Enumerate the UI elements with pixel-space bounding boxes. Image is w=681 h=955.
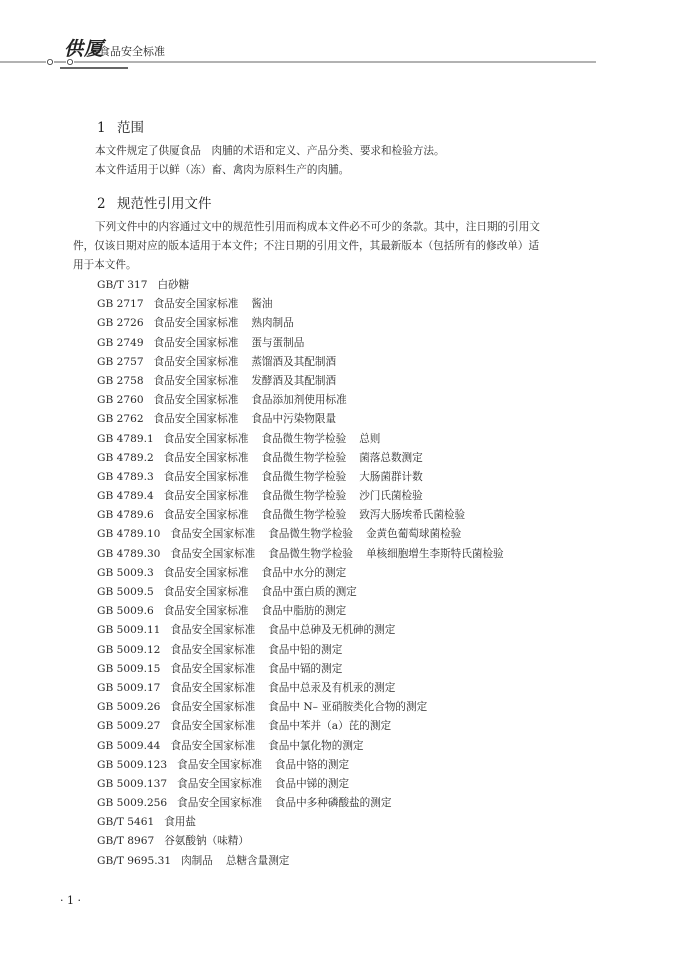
reference-title-part: 食品安全国家标准 — [153, 336, 239, 349]
reference-title-part: 食品安全国家标准 — [153, 355, 239, 368]
paragraph-line: 本文件规定了供厦食品 肉脯的术语和定义、产品分类、要求和检验方法。 — [95, 145, 445, 157]
reference-title-part: 总则 — [359, 432, 381, 445]
reference-code: GB 5009.11 — [97, 624, 161, 637]
reference-title-part: 沙门氏菌检验 — [359, 490, 423, 503]
reference-title-part: 食品安全国家标准 — [170, 547, 256, 560]
reference-code: GB 4789.3 — [97, 470, 154, 483]
reference-item — [97, 372, 517, 391]
reference-title-part: 食品安全国家标准 — [170, 662, 256, 675]
reference-title-part: 食品安全国家标准 — [170, 643, 256, 656]
reference-title-part: 食品中多种磷酸盐的测定 — [274, 797, 392, 810]
section-number: 1 — [97, 120, 106, 136]
paragraph-line: 下列文件中的内容通过文中的规范性引用而构成本文件必不可少的条款。其中，注日期的引用文 — [95, 221, 540, 233]
reference-item — [97, 583, 517, 602]
reference-title-part: 食品安全国家标准 — [177, 758, 262, 771]
reference-item — [97, 564, 517, 583]
reference-item — [97, 525, 517, 544]
reference-item — [97, 295, 517, 314]
header-subtitle: 食品安全标准 — [99, 45, 165, 58]
reference-code: GB 5009.44 — [97, 739, 161, 752]
reference-list — [97, 276, 517, 871]
section-heading-scope — [97, 116, 144, 136]
reference-code: GB 2762 — [97, 413, 144, 426]
reference-code: GB 2757 — [97, 355, 144, 368]
reference-title-part: 食品中锑的测定 — [274, 777, 350, 790]
reference-item — [97, 641, 517, 660]
reference-code: GB 4789.4 — [97, 490, 154, 503]
reference-title-part: 食品中脂肪的测定 — [261, 605, 347, 618]
paragraph-line: 本文件适用于以鲜（冻）畜、禽肉为原料生产的肉脯。 — [95, 164, 350, 176]
section-title: 规范性引用文件 — [117, 196, 212, 212]
reference-title-part: 蛋与蛋制品 — [251, 336, 305, 349]
reference-title-part: 熟肉制品 — [251, 317, 294, 330]
reference-item — [97, 276, 517, 295]
reference-title-part: 食品安全国家标准 — [170, 528, 256, 541]
reference-title-part: 食品安全国家标准 — [177, 797, 262, 810]
reference-title-part: 食品安全国家标准 — [163, 566, 249, 579]
reference-title-part: 食品安全国家标准 — [153, 394, 239, 407]
reference-code: GB 5009.3 — [97, 566, 154, 579]
reference-title-part: 食品中氯化物的测定 — [268, 739, 364, 752]
reference-code: GB 2726 — [97, 317, 144, 330]
reference-title-part: 食品微生物学检验 — [261, 451, 347, 464]
reference-title-part: 食品微生物学检验 — [261, 490, 347, 503]
section-heading-references — [97, 192, 212, 212]
reference-title-part: 金黄色葡萄球菌检验 — [365, 528, 462, 541]
reference-item — [97, 621, 517, 640]
reference-title-part: 食品微生物学检验 — [261, 432, 347, 445]
reference-title-part: 食品安全国家标准 — [163, 586, 249, 598]
reference-title-part: 白砂糖 — [157, 279, 190, 291]
reference-item — [97, 449, 517, 468]
reference-title-part: 谷氨酸钠（味精） — [164, 835, 249, 848]
paragraph-line: 件，仅该日期对应的版本适用于本文件；不注日期的引用文件，其最新版本（包括所有的修改单）适 — [73, 240, 540, 252]
reference-item — [97, 679, 517, 698]
page-header — [0, 0, 681, 80]
reference-item — [97, 737, 517, 756]
reference-code: GB 4789.2 — [97, 451, 154, 464]
reference-title-part: 食品中苯并（a）芘的测定 — [268, 720, 392, 733]
page-number: · 1 · — [60, 894, 81, 907]
reference-title-part: 致泻大肠埃希氏菌检验 — [359, 509, 466, 522]
reference-title-part: 食品中污染物限量 — [251, 413, 337, 426]
header-decoration — [0, 55, 681, 75]
reference-code: GB 5009.15 — [97, 662, 161, 675]
reference-title-part: 食品安全国家标准 — [163, 605, 249, 618]
reference-title-part: 食品安全国家标准 — [163, 490, 249, 503]
reference-title-part: 食品安全国家标准 — [170, 624, 256, 637]
reference-title-part: 食品安全国家标准 — [163, 432, 249, 445]
reference-title-part: 食品安全国家标准 — [153, 413, 239, 426]
reference-title-part: 酱油 — [251, 298, 273, 311]
reference-item — [97, 602, 517, 621]
reference-code: GB 5009.5 — [97, 586, 154, 598]
reference-code: GB/T 9695.31 — [97, 854, 172, 867]
reference-code: GB 4789.10 — [97, 528, 161, 541]
reference-item — [97, 430, 517, 449]
reference-item — [97, 410, 517, 429]
reference-code: GB 5009.17 — [97, 681, 161, 694]
reference-title-part: 食品安全国家标准 — [177, 777, 262, 790]
reference-code: GB 5009.27 — [97, 720, 161, 733]
reference-title-part: 食品安全国家标准 — [153, 298, 239, 311]
reference-title-part: 食品安全国家标准 — [163, 470, 249, 483]
reference-code: GB 4789.6 — [97, 509, 154, 522]
reference-code: GB 2760 — [97, 394, 144, 407]
reference-title-part: 发酵酒及其配制酒 — [251, 374, 337, 387]
reference-title-part: 食品中水分的测定 — [261, 566, 347, 579]
reference-title-part: 食品安全国家标准 — [170, 720, 256, 733]
reference-item — [97, 506, 517, 525]
reference-title-part: 食品安全国家标准 — [153, 374, 239, 387]
reference-title-part: 食品安全国家标准 — [170, 739, 256, 752]
reference-title-part: 肉制品 — [181, 854, 213, 867]
reference-title-part: 食品微生物学检验 — [268, 547, 353, 560]
reference-title-part: 蒸馏酒及其配制酒 — [251, 355, 337, 368]
reference-title-part: 食品安全国家标准 — [163, 509, 249, 522]
reference-title-part: 食品安全国家标准 — [153, 317, 239, 330]
reference-title-part: 食品安全国家标准 — [170, 681, 256, 694]
reference-item — [97, 717, 517, 736]
reference-title-part: 食品中蛋白质的测定 — [261, 586, 357, 598]
reference-title-part: 食品中 N– 亚硝胺类化合物的测定 — [268, 701, 428, 714]
reference-code: GB 5009.12 — [97, 643, 161, 656]
reference-item — [97, 794, 517, 813]
reference-item — [97, 468, 517, 487]
reference-code: GB 4789.30 — [97, 547, 161, 560]
references-intro-paragraph — [73, 218, 595, 275]
reference-item — [97, 852, 517, 871]
reference-item — [97, 660, 517, 679]
reference-code: GB 5009.123 — [97, 758, 168, 771]
reference-code: GB 5009.137 — [97, 777, 168, 790]
reference-item — [97, 832, 517, 851]
reference-title-part: 大肠菌群计数 — [359, 470, 423, 483]
reference-title-part: 总糖含量测定 — [225, 854, 290, 867]
reference-code: GB 5009.26 — [97, 701, 161, 714]
reference-title-part: 食品中铅的测定 — [268, 643, 343, 656]
reference-title-part: 食用盐 — [164, 816, 196, 829]
reference-title-part: 食品中铬的测定 — [274, 758, 350, 771]
reference-code: GB 5009.6 — [97, 605, 154, 618]
reference-code: GB 2717 — [97, 298, 144, 311]
reference-code: GB/T 8967 — [97, 835, 155, 848]
reference-title-part: 食品安全国家标准 — [170, 701, 256, 714]
section-title: 范围 — [117, 120, 144, 136]
reference-title-part: 食品添加剂使用标准 — [251, 394, 347, 407]
reference-item — [97, 813, 517, 832]
reference-item — [97, 775, 517, 794]
header-logo: 供厦 — [64, 38, 105, 60]
reference-item — [97, 698, 517, 717]
reference-title-part: 食品中镉的测定 — [268, 662, 343, 675]
reference-item — [97, 391, 517, 410]
reference-code: GB 4789.1 — [97, 432, 154, 445]
reference-title-part: 食品微生物学检验 — [268, 528, 353, 541]
reference-title-part: 食品微生物学检验 — [261, 509, 347, 522]
reference-title-part: 单核细胞增生李斯特氏菌检验 — [365, 547, 504, 560]
reference-title-part: 食品中总汞及有机汞的测定 — [268, 681, 396, 694]
reference-item — [97, 334, 517, 353]
reference-item — [97, 756, 517, 775]
scope-paragraph — [73, 142, 595, 180]
reference-code: GB 2749 — [97, 336, 144, 349]
reference-code: GB 2758 — [97, 374, 144, 387]
section-number: 2 — [97, 196, 106, 212]
reference-title-part: 食品安全国家标准 — [163, 451, 249, 464]
reference-item — [97, 487, 517, 506]
reference-item — [97, 545, 517, 564]
reference-title-part: 食品中总砷及无机砷的测定 — [268, 624, 396, 637]
reference-code: GB/T 5461 — [97, 816, 155, 829]
reference-title-part: 食品微生物学检验 — [261, 470, 347, 483]
reference-title-part: 菌落总数测定 — [359, 451, 423, 464]
reference-code: GB/T 317 — [97, 279, 148, 291]
reference-item — [97, 353, 517, 372]
paragraph-line: 用于本文件。 — [73, 259, 137, 271]
reference-item — [97, 314, 517, 333]
reference-code: GB 5009.256 — [97, 797, 168, 810]
